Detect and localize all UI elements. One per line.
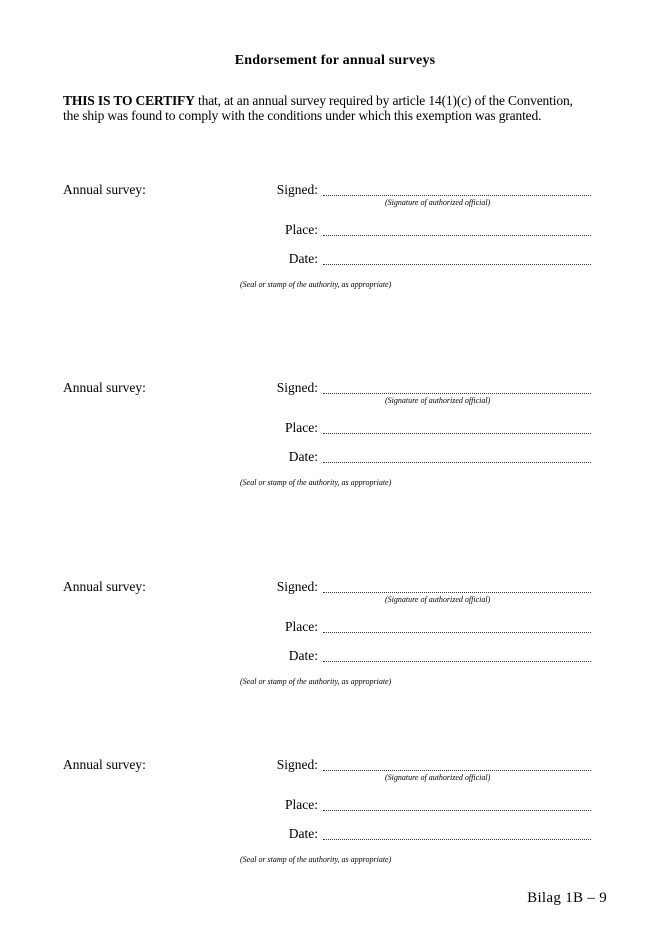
- annual-survey-label: Annual survey:: [63, 579, 146, 594]
- signed-label: Signed:: [276, 182, 318, 197]
- annual-survey-label: Annual survey:: [63, 182, 146, 197]
- certification-statement: [63, 93, 603, 123]
- seal-caption: (Seal or stamp of the authority, as appropriate): [240, 280, 392, 289]
- page-number: Bilag 1B – 9: [527, 890, 607, 906]
- date-label: Date:: [288, 449, 318, 464]
- signature-caption: (Signature of authorized official): [385, 595, 491, 604]
- signature-line[interactable]: [323, 195, 591, 196]
- signature-line[interactable]: [323, 592, 591, 593]
- date-line[interactable]: [323, 264, 591, 265]
- document-title: Endorsement for annual surveys: [234, 53, 436, 68]
- signature-line[interactable]: [323, 393, 591, 394]
- date-line[interactable]: [323, 839, 591, 840]
- signed-label: Signed:: [276, 579, 318, 594]
- certify-line2: the ship was found to comply with the conditions under which this exemption was granted.: [63, 108, 542, 123]
- annual-survey-label: Annual survey:: [63, 380, 146, 395]
- place-label: Place:: [285, 619, 318, 634]
- date-label: Date:: [288, 648, 318, 663]
- signature-caption: (Signature of authorized official): [385, 396, 491, 405]
- date-label: Date:: [288, 251, 318, 266]
- date-label: Date:: [288, 826, 318, 841]
- place-line[interactable]: [323, 810, 591, 811]
- annual-survey-block-4: [0, 757, 670, 877]
- signature-caption: (Signature of authorized official): [385, 773, 491, 782]
- annual-survey-block-2: [0, 380, 670, 500]
- certify-lead: THIS IS TO CERTIFY: [63, 93, 195, 108]
- place-label: Place:: [285, 420, 318, 435]
- seal-caption: (Seal or stamp of the authority, as appropriate): [240, 677, 392, 686]
- place-line[interactable]: [323, 235, 591, 236]
- annual-survey-block-1: [0, 182, 670, 302]
- place-line[interactable]: [323, 433, 591, 434]
- seal-caption: (Seal or stamp of the authority, as appropriate): [240, 855, 392, 864]
- signature-caption: (Signature of authorized official): [385, 198, 491, 207]
- certify-line1-rest: that, at an annual survey required by article 14(1)(c) of the Convention,: [194, 93, 573, 108]
- annual-survey-block-3: [0, 579, 670, 699]
- place-line[interactable]: [323, 632, 591, 633]
- date-line[interactable]: [323, 661, 591, 662]
- place-label: Place:: [285, 222, 318, 237]
- place-label: Place:: [285, 797, 318, 812]
- date-line[interactable]: [323, 462, 591, 463]
- seal-caption: (Seal or stamp of the authority, as appropriate): [240, 478, 392, 487]
- signed-label: Signed:: [276, 380, 318, 395]
- signed-label: Signed:: [276, 757, 318, 772]
- signature-line[interactable]: [323, 770, 591, 771]
- annual-survey-label: Annual survey:: [63, 757, 146, 772]
